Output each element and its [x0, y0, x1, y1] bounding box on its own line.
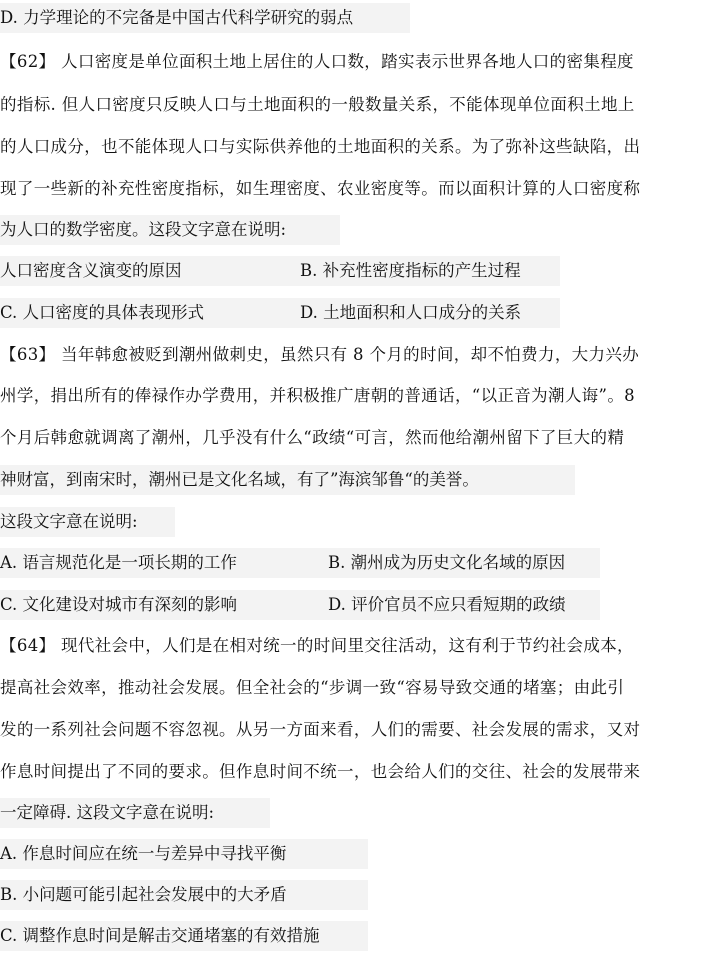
q62-option-b: B. 补充性密度指标的产生过程 — [300, 261, 521, 280]
q62-paragraph-line-5: 为人口的数学密度。这段文字意在说明: — [0, 215, 340, 245]
q61-option-d: D. 力学理论的不完备是中国古代科学研究的弱点 — [0, 3, 410, 33]
q64-paragraph-line-5: 一定障碍. 这段文字意在说明: — [0, 798, 270, 828]
q63-paragraph-line-2: 州学，捐出所有的俸禄作办学费用，并积极推广唐朝的普通话，“以正音为潮人诲”。8 — [0, 386, 636, 405]
q64-option-a: A. 作息时间应在统一与差异中寻找平衡 — [0, 839, 368, 869]
q62-option-c: C. 人口密度的具体表现形式 — [0, 303, 205, 322]
q62-paragraph-line-2: 的指标. 但人口密度只反映人口与土地面积的一般数量关系，不能体现单位面积土地上 — [0, 95, 635, 114]
q64-paragraph-line-3: 发的一系列社会问题不容忽视。从另一方面来看，人们的需要、社会发展的需求，又对 — [0, 720, 641, 739]
q64-paragraph-line-4: 作息时间提出了不同的要求。但作息时间不统一，也会给人们的交往、社会的发展带来 — [0, 762, 641, 781]
q63-paragraph-line-3: 个月后韩愈就调离了潮州，几乎没有什么“政绩“可言，然而他给潮州留下了巨大的精 — [0, 428, 625, 447]
q63-option-b: B. 潮州成为历史文化名域的原因 — [328, 553, 566, 572]
q63-paragraph-line-4: 神财富，到南宋时，潮州已是文化名域，有了”海滨邹鲁“的美誉。 — [0, 465, 575, 495]
q64-option-b: B. 小问题可能引起社会发展中的大矛盾 — [0, 880, 368, 910]
q63-option-a: A. 语言规范化是一项长期的工作 — [0, 553, 237, 572]
q62-paragraph-line-4: 现了一些新的补充性密度指标，如生理密度、农业密度等。而以面积计算的人口密度称 — [0, 179, 641, 198]
q63-option-d: D. 评价官员不应只看短期的政绩 — [328, 595, 566, 614]
q64-option-c: C. 调整作息时间是解击交通堵塞的有效措施 — [0, 921, 368, 951]
q63-paragraph-line-1: 【63】 当年韩愈被贬到潮州做刺史，虽然只有 8 个月的时间，却不怕费力，大力兴办 — [0, 345, 640, 364]
q62-paragraph-line-1: 【62】 人口密度是单位面积土地上居住的人口数，踏实表示世界各地人口的密集程度 — [0, 52, 634, 71]
q64-paragraph-line-1: 【64】 现代社会中，人们是在相对统一的时间里交往活动，这有利于节约社会成本， — [0, 636, 634, 655]
q62-option-a: 人口密度含义演变的原因 — [0, 261, 182, 280]
q62-option-d: D. 土地面积和人口成分的关系 — [300, 303, 522, 322]
q63-option-c: C. 文化建设对城市有深刻的影响 — [0, 595, 238, 614]
q62-paragraph-line-3: 的人口成分，也不能体现人口与实际供养他的土地面积的关系。为了弥补这些缺陷，出 — [0, 137, 641, 156]
q64-paragraph-line-2: 提高社会效率，推动社会发展。但全社会的“步调一致“容易导致交通的堵塞；由此引 — [0, 678, 625, 697]
q63-prompt: 这段文字意在说明: — [0, 507, 175, 537]
